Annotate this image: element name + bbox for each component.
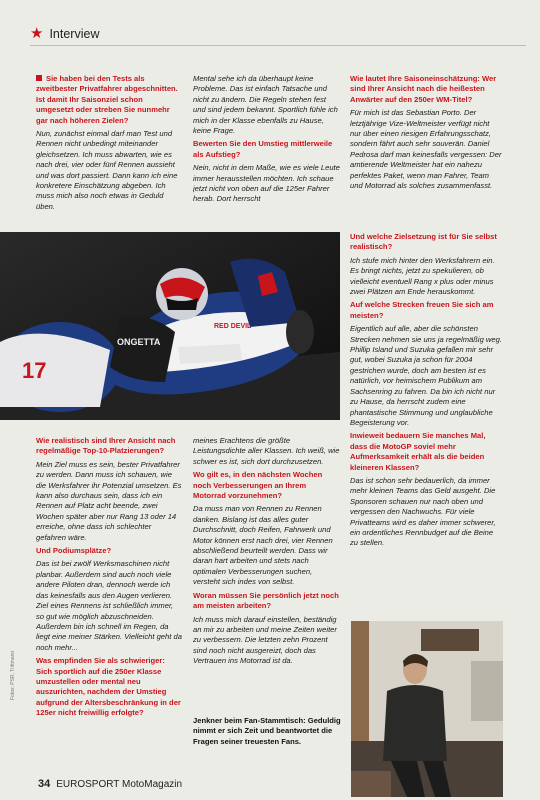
answer-10: Da muss man von Rennen zu Rennen danken. Bislang ist das alles guter Durchschnitt, doch Reifen, Fahrwerk und Motor können erst nach drei, vier Rennen abschließend beurteilt werden. Dass wir daran hart arbeiten und stets nach optimalen Verbesserungen suchen, versteht sich indes von selbst. [193, 504, 333, 587]
magazine-name: EUROSPORT MotoMagazin [56, 779, 183, 790]
racing-photo [0, 232, 340, 420]
answer-3: Für mich ist das Sebastian Porto. Der letztjährige Vize-Weltmeister verfügt nicht nur über einen riesigen Erfahrungsschatz, sondern fährt auch sehr souverän. Daniel Pedrosa darf man keinesfalls vergessen: Der amtierende Weltmeister hat ein nahezu perfektes Paket, wenn man Fahrer, Team und Motorrad als solches zusammenfasst. [350, 108, 502, 191]
question-7: Wie realistisch sind Ihrer Ansicht nach regelmäßige Top-10-Platzierungen? [36, 436, 176, 456]
question-6: Inwieweit bedauern Sie manches Mal, dass die MotoGP soviel mehr Aufmerksamkeit erhält als die beiden kleineren Klassen? [350, 431, 486, 472]
bike-number: 17 [22, 358, 47, 383]
answer-7: Mein Ziel muss es sein, bester Privatfahrer zu werden. Dann muss ich schauen, wie die Werksfahrer ihr Potenzial umsetzen. Es kann also durchaus sein, dass ich ein Rennen auf Platz acht beende, zwei Wochen später aber nur Rang 13 oder 14 erreiche, ohne dass ich schlechter gefahren wäre. [36, 459, 182, 542]
column-2 [193, 74, 340, 234]
answer-1-continued: Mental sehe ich da überhaupt keine Probleme. Das ist einfach Tatsache und nicht zu ändern. Die Regeln stehen fest und sind jedem bekannt. Sportlich fühle ich mich in der Klasse ebenfalls zu Hause, keine Frage. [193, 74, 338, 136]
bike-sponsor: RED DEVIL [214, 323, 252, 330]
question-10: Wo gilt es, in den nächsten Wochen noch Verbesserungen an Ihrem Motorrad vorzunehmen? [193, 470, 323, 501]
answer-11: Ich muss mich darauf einstellen, beständig an mir zu arbeiten und meine Zeiten weiter zu verbessern. Die letzten zehn Prozent sind noch nicht ausgereizt, doch das Vertrauen ins Motorrad ist da. [193, 614, 337, 666]
section-label: Interview [49, 26, 100, 41]
answer-6: Das ist schon sehr bedauerlich, da immer mehr kleinen Teams das Geld ausgeht. Die Sponsoren schauen nur nach oben und vergessen den Nachwuchs. Für viele Privatteams wird es daher immer schwerer, ein ordentliches Rennbudget auf die Beine zu stellen. [350, 475, 496, 548]
page-footer [38, 778, 182, 790]
question-1: Sie haben bei den Tests als zweitbester Privatfahrer abgeschnitten. Ist damit Ihr Saisonziel schon umgesetzt oder streben Sie nunmehr gar nach höheren Zielen? [36, 74, 178, 125]
section-header [30, 26, 99, 41]
column-3 [350, 232, 502, 612]
question-11: Woran müssen Sie persönlich jetzt noch am meisten arbeiten? [193, 590, 339, 611]
answer-4: Ich stufe mich hinter den Werksfahrern ein. Es bringt nichts, jetzt zu spekulieren, ob vielleicht eventuell Rang x plus oder minus zwei Plätzen am Ende herauskommt. [350, 255, 495, 297]
question-4: Und welche Zielsetzung ist für Sie selbst realistisch? [350, 232, 497, 252]
question-5: Auf welche Strecken freuen Sie sich am meisten? [350, 300, 494, 320]
photo-credit: Fotos: PSR, Trittmann [10, 650, 16, 700]
column-4 [36, 436, 182, 772]
column-1 [36, 74, 182, 224]
answer-2-continued: meines Erachtens die größte Leistungsdichte aller Klassen. Ich weiß, wie schwer es ist, sich dort durchzusetzen. [193, 436, 340, 466]
racing-photo-art [0, 232, 340, 420]
question-8: Und Podiumsplätze? [36, 546, 112, 556]
question-9: Was empfinden Sie als schwieriger: Sich sportlich auf die 250er Klasse umzustellen oder mental neu auszurichten, nachdem der Umstieg aufgrund der Altersbeschränkung in der 125er nicht freiwillig erfolgte? [36, 656, 181, 718]
leathers-brand: ONGETTA [117, 337, 161, 347]
question-3: Wie lautet Ihre Saisoneinschätzung: Wer sind Ihrer Ansicht nach die heißesten Anwärter auf den 250er WM-Titel? [350, 74, 497, 104]
column-3-top [350, 74, 502, 234]
bullet-square-icon [36, 75, 42, 81]
answer-8: Das ist bei zwölf Werksmaschinen nicht planbar. Außerdem sind auch noch viele andere Piloten dran, dennoch werde ich das keinesfalls aus den Augen verlieren. Ziel eines Rennens ist schließlich immer, so gut wie möglich abzuschneiden. Außerdem bin ich schnell im Regen, da liegt eine meiner Stärken. Vielleicht geht da noch mehr... [36, 559, 182, 652]
answer-2: Nein, nicht in dem Maße, wie es viele Leute immer herausstellen möchten. Ich schaue jetzt nicht von oben auf die 125er Fahrer herab. Dort herrscht [193, 163, 340, 204]
answer-5: Eigentlich auf alle, aber die schönsten Strecken nehmen sie uns ja regelmäßig weg. Phillip Island und Suzuka gefallen mir sehr gut, wobei Suzuka ja schon für 2004 gestrichen wurde, doch am besten ist es natürlich, vor heimischem Publikum am Sachsenring zu fahren. Da bin ich nicht nur zu Hause, da herrscht zudem eine phantastische Stimmung und unglaubliche Begeisterung vor. [350, 324, 502, 427]
star-icon: ★ [30, 25, 44, 42]
photo-caption: Jenkner beim Fan-Stammtisch: Geduldig nimmt er sich Zeit und beantwortet die Fragen seiner treuesten Fans. [193, 716, 341, 746]
fan-meeting-photo-art [351, 621, 503, 797]
question-2: Bewerten Sie den Umstieg mittlerweile als Aufstieg? [193, 139, 333, 159]
fan-meeting-photo [351, 621, 503, 797]
answer-1: Nun, zunächst einmal darf man Test und Rennen nicht unbedingt miteinander gleichsetzen. Ich muss abwarten, wie es nach drei, vier oder fünf Rennen aussieht und was dort passiert. Dann kann ich eine konkretere Einschätzung abgeben. Ich muss mich also noch etwas in Geduld üben. [36, 129, 178, 211]
header-rule [30, 45, 526, 46]
page-number: 34 [38, 778, 51, 790]
